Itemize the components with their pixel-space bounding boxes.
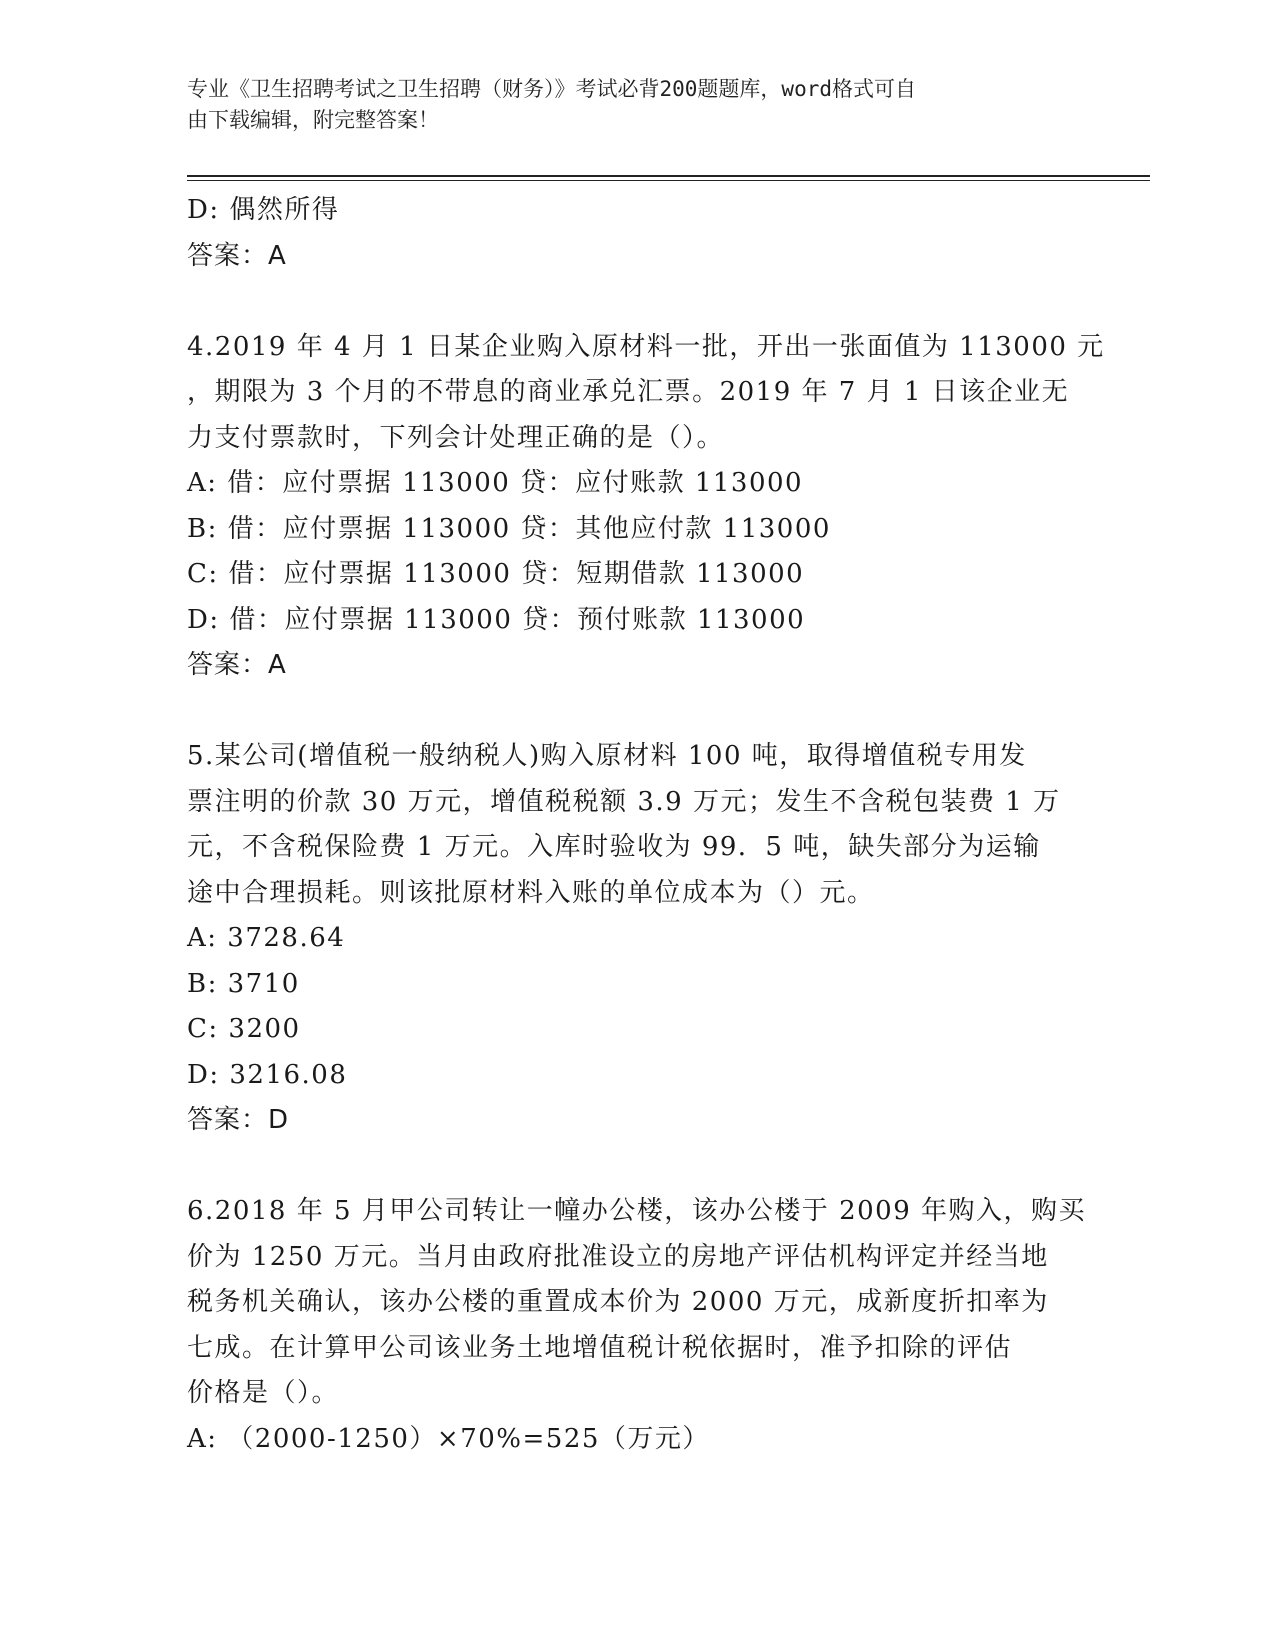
question-stem-line: 元，不含税保险费 1 万元。入库时验收为 99．5 吨，缺失部分为运输 [187,832,1041,862]
question-stem-line: ，期限为 3 个月的不带息的商业承兑汇票。2019 年 7 月 1 日该企业无 [187,377,1070,407]
answer: 答案：D [187,1105,290,1135]
question-stem-line: 价格是（）。 [187,1378,340,1408]
question-stem-line: 6.2018 年 5 月甲公司转让一幢办公楼，该办公楼于 2009 年购入，购买 [187,1196,1087,1226]
option-c: C: 借：应付票据 113000 贷：短期借款 113000 [187,559,805,589]
question-stem-line: 力支付票款时，下列会计处理正确的是（）。 [187,422,725,453]
answer: 答案：A [187,240,287,271]
option-b: B: 借：应付票据 113000 贷：其他应付款 113000 [187,513,831,544]
option-a: A: 借：应付票据 113000 贷：应付账款 113000 [187,468,804,498]
question-stem-line: 税务机关确认，该办公楼的重置成本价为 2000 万元，成新度折扣率为 [187,1287,1049,1317]
question-stem-line: 七成。在计算甲公司该业务土地增值税计税依据时，准予扣除的评估 [187,1332,1013,1363]
spacer [187,689,1087,735]
option-b: B: 3710 [187,968,300,999]
header-line-1: 专业《卫生招聘考试之卫生招聘（财务）》考试必背200题题库，word格式可自 [187,77,916,101]
question-stem-line: 5.某公司(增值税一般纳税人)购入原材料 100 吨，取得增值税专用发 [187,741,1027,771]
question-stem-line: 途中合理损耗。则该批原材料入账的单位成本为（）元。 [187,877,875,908]
spacer [187,1144,1087,1190]
option-a: A: 3728.64 [187,923,346,953]
document-body [187,188,1105,1462]
answer: 答案：A [187,650,287,680]
header-divider-thick [187,175,1150,177]
option-d: D: 3216.08 [187,1059,348,1090]
question-stem-line: 票注明的价款 30 万元，增值税税额 3.9 万元；发生不含税包装费 1 万 [187,786,1061,817]
header-divider-thin [187,180,1150,181]
option-a: A: （2000-1250）×70%=525（万元） [187,1423,710,1454]
option-d: D: 借：应付票据 113000 贷：预付账款 113000 [187,604,806,635]
question-stem-line: 4.2019 年 4 月 1 日某企业购入原材料一批，开出一张面值为 113000 元 [187,331,1105,362]
spacer [187,279,1087,325]
option-d: D: 偶然所得 [187,195,340,225]
document-header [187,74,1067,136]
question-3-tail [187,188,1087,279]
question-5 [187,734,1087,1144]
header-line-2: 由下载编辑，附完整答案！ [187,108,439,132]
question-stem-line: 价为 1250 万元。当月由政府批准设立的房地产评估机构评定并经当地 [187,1241,1049,1272]
option-c: C: 3200 [187,1014,301,1044]
question-4 [187,325,1105,689]
question-6 [187,1189,1087,1462]
